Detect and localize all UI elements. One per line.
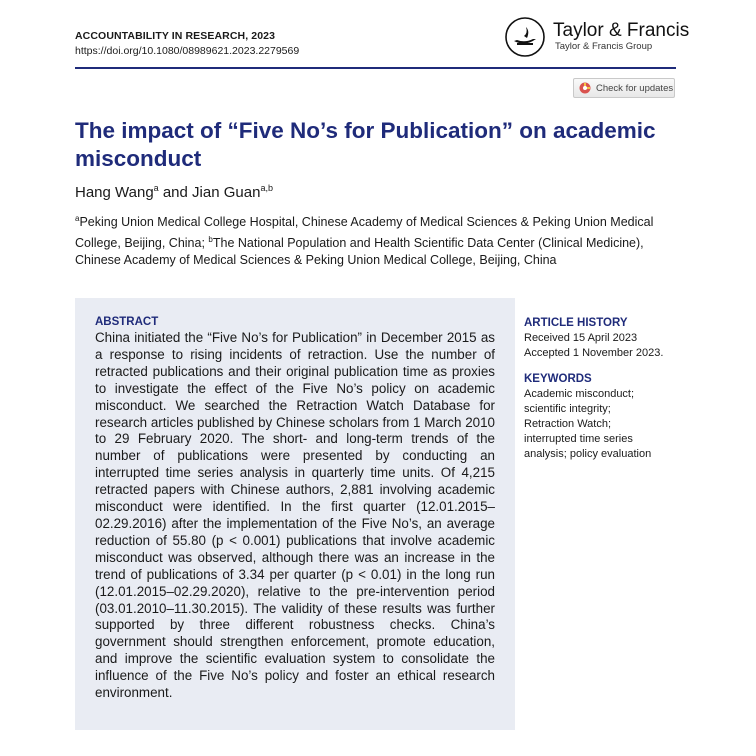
header-rule	[75, 67, 676, 69]
publisher-name: Taylor & Francis	[553, 20, 690, 41]
keyword-line: analysis; policy evaluation	[524, 448, 652, 460]
keywords-section	[524, 372, 694, 462]
abstract-body: China initiated the “Five No’s for Publication” in December 2015 as a response to rising incidents of retraction. Use the number of retracted publications and their original publication time as proxies to investigate the effect of the Five No’s policy on academic misconduct. We searched the Retraction Watch Database for research articles published by Chinese scholars from 1 March 2010 to 29 February 2020. The short- and long-term trends of the number of publications were presented by conducting an interrupted time series analysis in quarterly time units. Of 4,215 retracted papers with Chinese authors, 2,881 involving academic misconduct were identified. In the first quarter (12.01.2015–02.29.2016) after the implementation of the Five No’s, an average reduction of 55.80 (p < 0.001) publications that involve academic misconduct was observed, although there was an increase in the trend of publications of 3.34 per quarter (p < 0.01) in the long run (12.01.2015–02.29.2020), relative to the pre-intervention period (03.01.2010–11.30.2015). The validity of these results was further supported by three different robustness checks. China’s government should strengthen enforcement, promote education, and improve the scientific evaluation system to consolidate the influence of the Five No’s policy and foster an ethical research environment.	[95, 330, 495, 701]
keyword-line: Academic misconduct;	[524, 388, 635, 400]
author-name[interactable]: Hang Wang	[75, 184, 154, 201]
author-affil-mark: a,b	[260, 183, 273, 193]
author-line	[75, 178, 273, 203]
keyword-line: scientific integrity;	[524, 403, 611, 415]
affil-text: Peking Union Medical College Hospital, Chinese Academy of Medical Sciences & Peking Union Medical College, Beijing, China;	[75, 215, 654, 251]
doi-link[interactable]: https://doi.org/10.1080/08989621.2023.2279569	[75, 45, 300, 57]
history-heading: ARTICLE HISTORY	[524, 317, 628, 329]
journal-header	[75, 29, 299, 59]
journal-name: ACCOUNTABILITY IN RESEARCH, 2023	[75, 30, 276, 42]
affil-mark: b	[208, 235, 213, 245]
check-updates-label: Check for updates	[596, 82, 674, 94]
crossmark-icon	[579, 82, 591, 94]
affil-text: The National Population and Health Scientific Data Center (Clinical Medicine), Chinese Academy of Medical Sciences & Peking Union Medical College, Beijing, China	[75, 236, 644, 268]
article-history	[524, 316, 694, 361]
publisher-group: Taylor & Francis Group	[555, 41, 653, 52]
lamp-emblem-icon	[505, 17, 545, 57]
publisher-logo[interactable]	[505, 17, 690, 63]
affiliations	[75, 210, 680, 269]
author-affil-mark: a	[153, 183, 159, 193]
keyword-line: interrupted time series	[524, 433, 633, 445]
keywords-heading: KEYWORDS	[524, 373, 592, 385]
accepted-date: Accepted 1 November 2023.	[524, 347, 664, 359]
article-title: The impact of “Five No’s for Publication” on academic misconduct	[75, 118, 656, 171]
author-joiner: and	[158, 184, 193, 201]
author-name[interactable]: Jian Guan	[192, 184, 261, 201]
check-updates-button[interactable]	[573, 78, 675, 98]
keyword-line: Retraction Watch;	[524, 418, 612, 430]
abstract-heading: ABSTRACT	[95, 316, 159, 328]
received-date: Received 15 April 2023	[524, 332, 638, 344]
affil-mark: a	[75, 214, 80, 223]
